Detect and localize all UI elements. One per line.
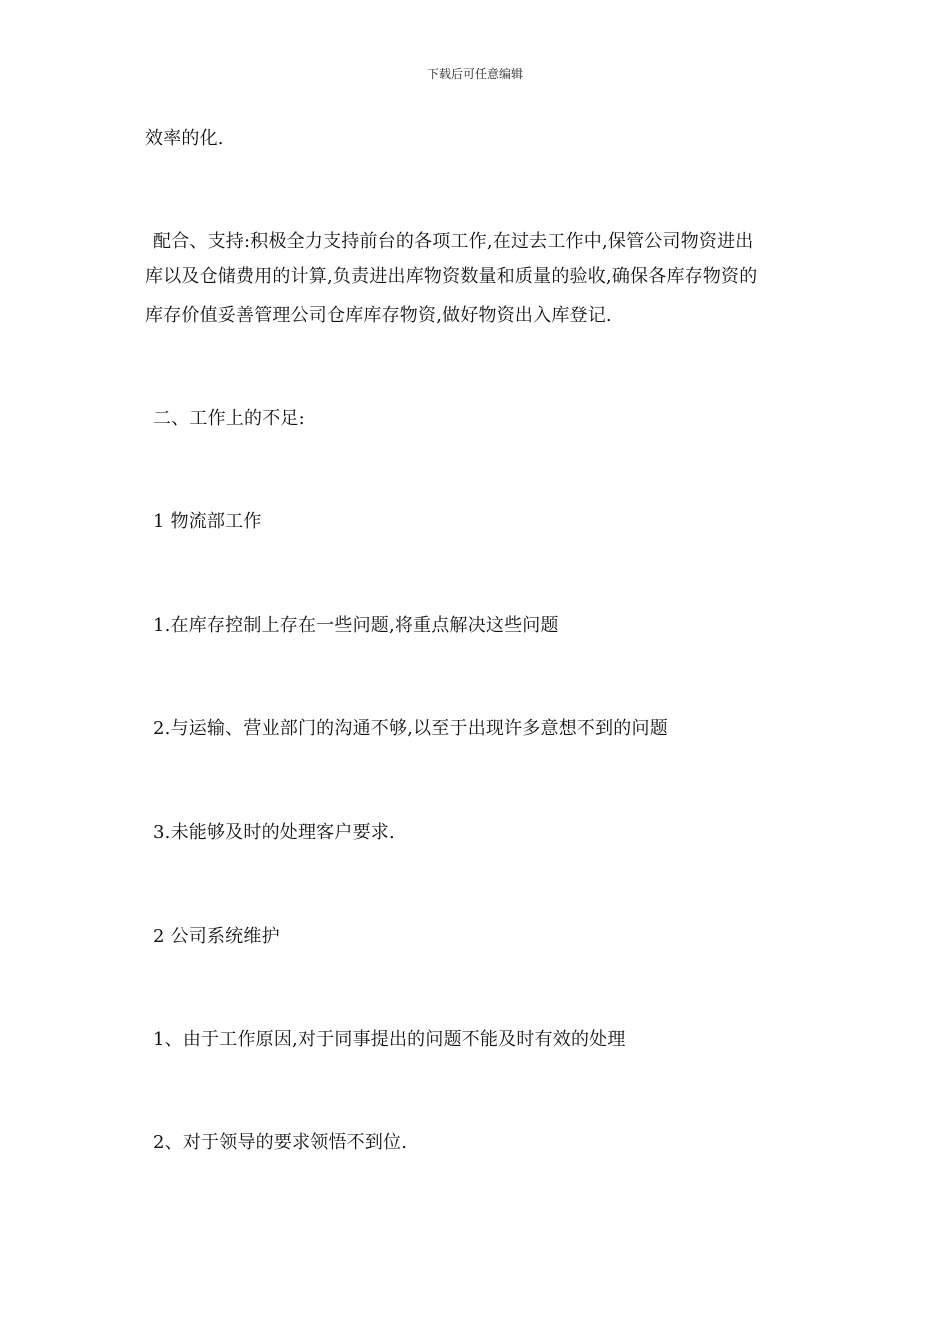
paragraph-line: 配合、支持:积极全力支持前台的各项工作,在过去工作中,保管公司物资进出	[153, 231, 754, 252]
list-item: 1.在库存控制上存在一些问题,将重点解决这些问题	[153, 615, 559, 636]
paragraph-line: 库以及仓储费用的计算,负责进出库物资数量和质量的验收,确保各库存物资的	[145, 266, 758, 287]
subsection-heading: 1 物流部工作	[153, 511, 262, 532]
list-item: 1、由于工作原因,对于同事提出的问题不能及时有效的处理	[153, 1029, 626, 1050]
list-item: 2.与运输、营业部门的沟通不够,以至于出现许多意想不到的问题	[153, 718, 668, 739]
subsection-heading: 2 公司系统维护	[153, 926, 280, 947]
list-item: 2、对于领导的要求领悟不到位.	[153, 1132, 408, 1153]
page-header: 下载后可任意编辑	[426, 67, 523, 81]
section-heading: 二、工作上的不足:	[153, 408, 305, 429]
body-line: 效率的化.	[145, 128, 224, 149]
paragraph-line: 库存价值妥善管理公司仓库库存物资,做好物资出入库登记.	[145, 305, 612, 326]
list-item: 3.未能够及时的处理客户要求.	[153, 822, 395, 843]
